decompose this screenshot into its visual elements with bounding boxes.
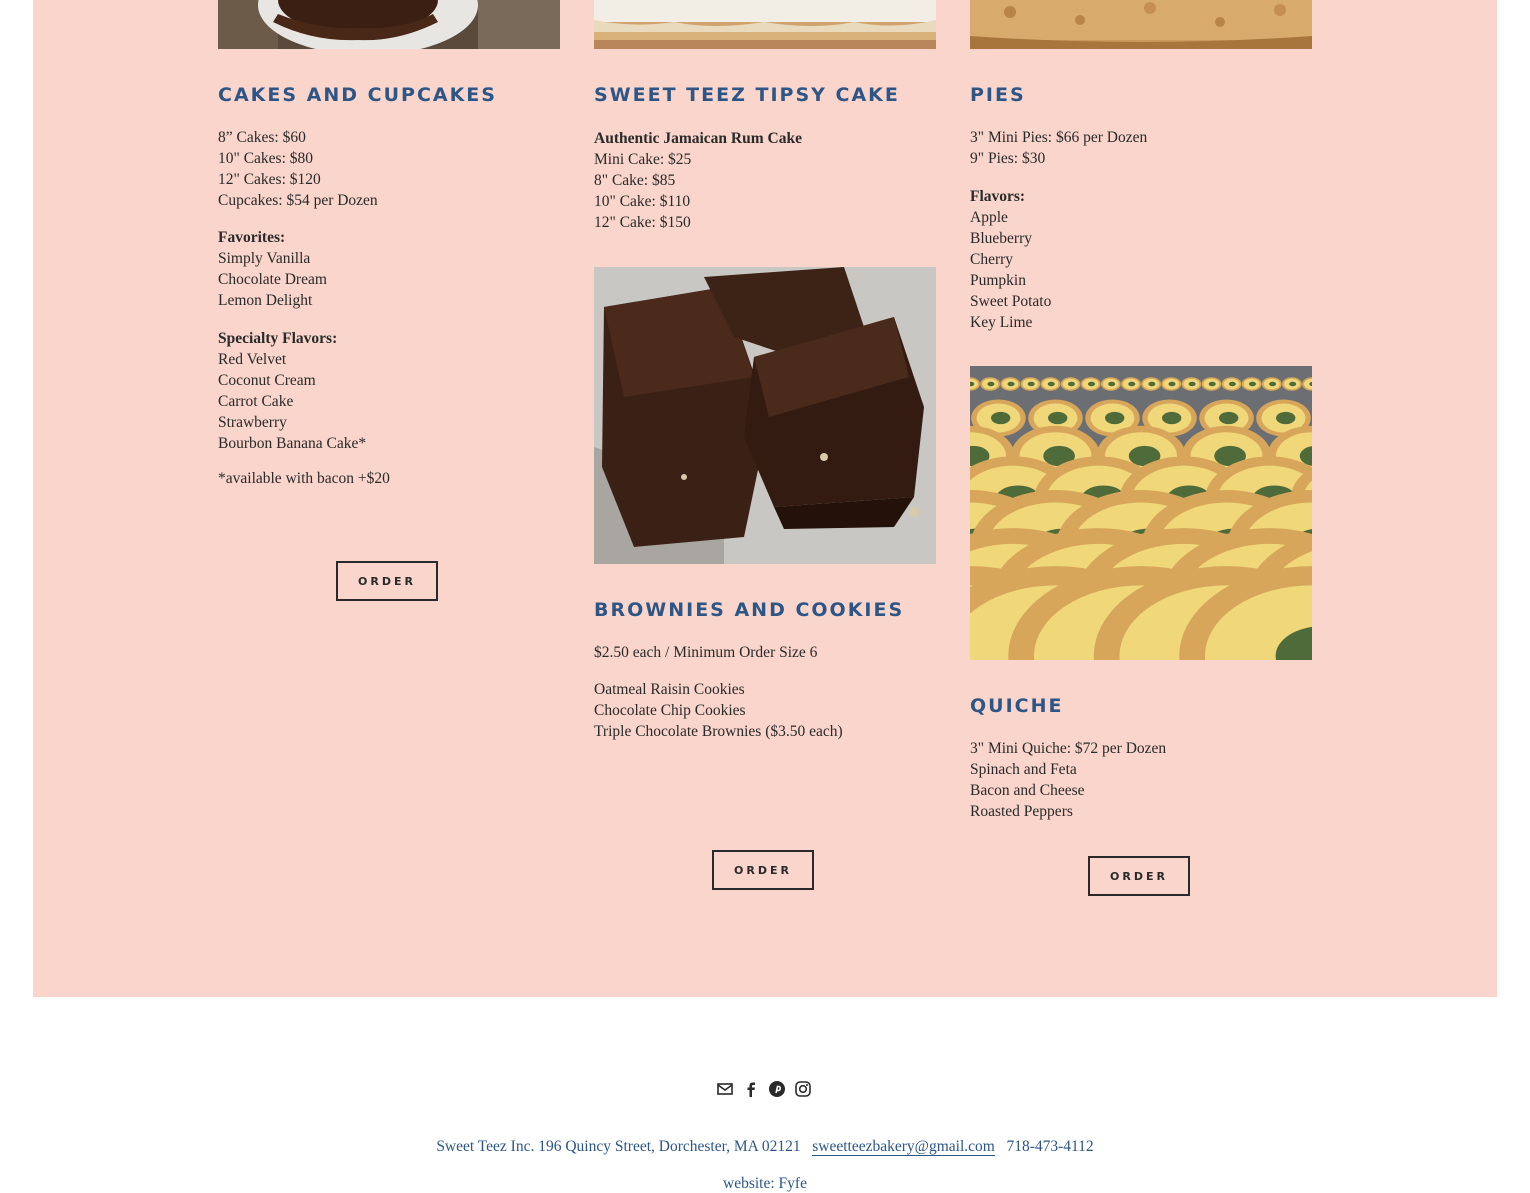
- list-item: Key Lime: [970, 314, 1033, 331]
- brownies-heading: BROWNIES AND COOKIES: [594, 599, 905, 621]
- cakes-specialty: [218, 328, 366, 454]
- footer-website[interactable]: website: Fyfe: [723, 1175, 807, 1192]
- footer-email-link[interactable]: sweetteezbakery@gmail.com: [812, 1138, 995, 1155]
- specialty-label: Specialty Flavors:: [218, 330, 338, 347]
- list-item: Apple: [970, 209, 1008, 226]
- list-item: 10" Cake: $110: [594, 193, 691, 210]
- footer-contact: [0, 1138, 1530, 1156]
- list-item: Triple Chocolate Brownies ($3.50 each): [594, 723, 843, 740]
- cakes-order-button[interactable]: ORDER: [336, 561, 438, 601]
- pinterest-icon[interactable]: [768, 1080, 786, 1098]
- list-item: 3" Mini Pies: $66 per Dozen: [970, 129, 1148, 146]
- list-item: Simply Vanilla: [218, 250, 311, 267]
- cake-price-12: 12" Cakes: $120: [218, 171, 321, 188]
- cakes-favorites: [218, 227, 327, 311]
- instagram-icon[interactable]: [794, 1080, 812, 1098]
- list-item: Lemon Delight: [218, 292, 313, 309]
- list-item: Sweet Potato: [970, 293, 1052, 310]
- tipsy-heading: SWEET TEEZ TIPSY CAKE: [594, 84, 900, 106]
- list-item: Oatmeal Raisin Cookies: [594, 681, 745, 698]
- list-item: 8" Cake: $85: [594, 172, 676, 189]
- tipsy-prices: [594, 128, 802, 233]
- pies-heading: PIES: [970, 84, 1026, 106]
- quiche-photo: [970, 366, 1312, 660]
- list-item: 12" Cake: $150: [594, 214, 691, 231]
- brownies-order-button[interactable]: ORDER: [712, 850, 814, 890]
- brownies-photo: [594, 267, 936, 564]
- pies-prices: [970, 127, 1147, 169]
- facebook-icon[interactable]: [742, 1080, 760, 1098]
- list-item: Roasted Peppers: [970, 803, 1073, 820]
- list-item: 9" Pies: $30: [970, 150, 1046, 167]
- list-item: Bacon and Cheese: [970, 782, 1085, 799]
- list-item: Strawberry: [218, 414, 287, 431]
- flavors-label: Flavors:: [970, 188, 1026, 205]
- favorites-label: Favorites:: [218, 229, 286, 246]
- quiche-items: [970, 738, 1166, 822]
- list-item: Chocolate Chip Cookies: [594, 702, 746, 719]
- list-item: Bourbon Banana Cake*: [218, 435, 367, 452]
- brownies-items: [594, 679, 843, 742]
- list-item: Mini Cake: $25: [594, 151, 692, 168]
- list-item: Blueberry: [970, 230, 1032, 247]
- list-item: Cherry: [970, 251, 1014, 268]
- list-item: Carrot Cake: [218, 393, 294, 410]
- list-item: Coconut Cream: [218, 372, 316, 389]
- footer-phone: 718-473-4112: [1006, 1138, 1094, 1155]
- bacon-note: *available with bacon +$20: [218, 470, 390, 487]
- cakes-prices: [218, 127, 378, 211]
- pies-flavors: [970, 186, 1051, 333]
- email-icon[interactable]: [716, 1080, 734, 1098]
- cake-price-8: 8” Cakes: $60: [218, 129, 306, 146]
- cake-photo: [218, 0, 560, 49]
- cake-price-10: 10" Cakes: $80: [218, 150, 314, 167]
- list-item: Red Velvet: [218, 351, 287, 368]
- cakes-heading: CAKES AND CUPCAKES: [218, 84, 497, 106]
- tipsy-subtitle: Authentic Jamaican Rum Cake: [594, 130, 802, 147]
- tipsy-cake-photo: [594, 0, 936, 49]
- list-item: Pumpkin: [970, 272, 1026, 289]
- quiche-heading: QUICHE: [970, 695, 1064, 717]
- footer-address: Sweet Teez Inc. 196 Quincy Street, Dorchester, MA 02121: [436, 1138, 801, 1155]
- cupcake-price: Cupcakes: $54 per Dozen: [218, 192, 378, 209]
- list-item: 3" Mini Quiche: $72 per Dozen: [970, 740, 1167, 757]
- pie-photo: [970, 0, 1312, 49]
- quiche-order-button[interactable]: ORDER: [1088, 856, 1190, 896]
- social-links: [716, 1080, 816, 1100]
- brownies-price-line: $2.50 each / Minimum Order Size 6: [594, 644, 818, 661]
- list-item: Chocolate Dream: [218, 271, 327, 288]
- list-item: Spinach and Feta: [970, 761, 1077, 778]
